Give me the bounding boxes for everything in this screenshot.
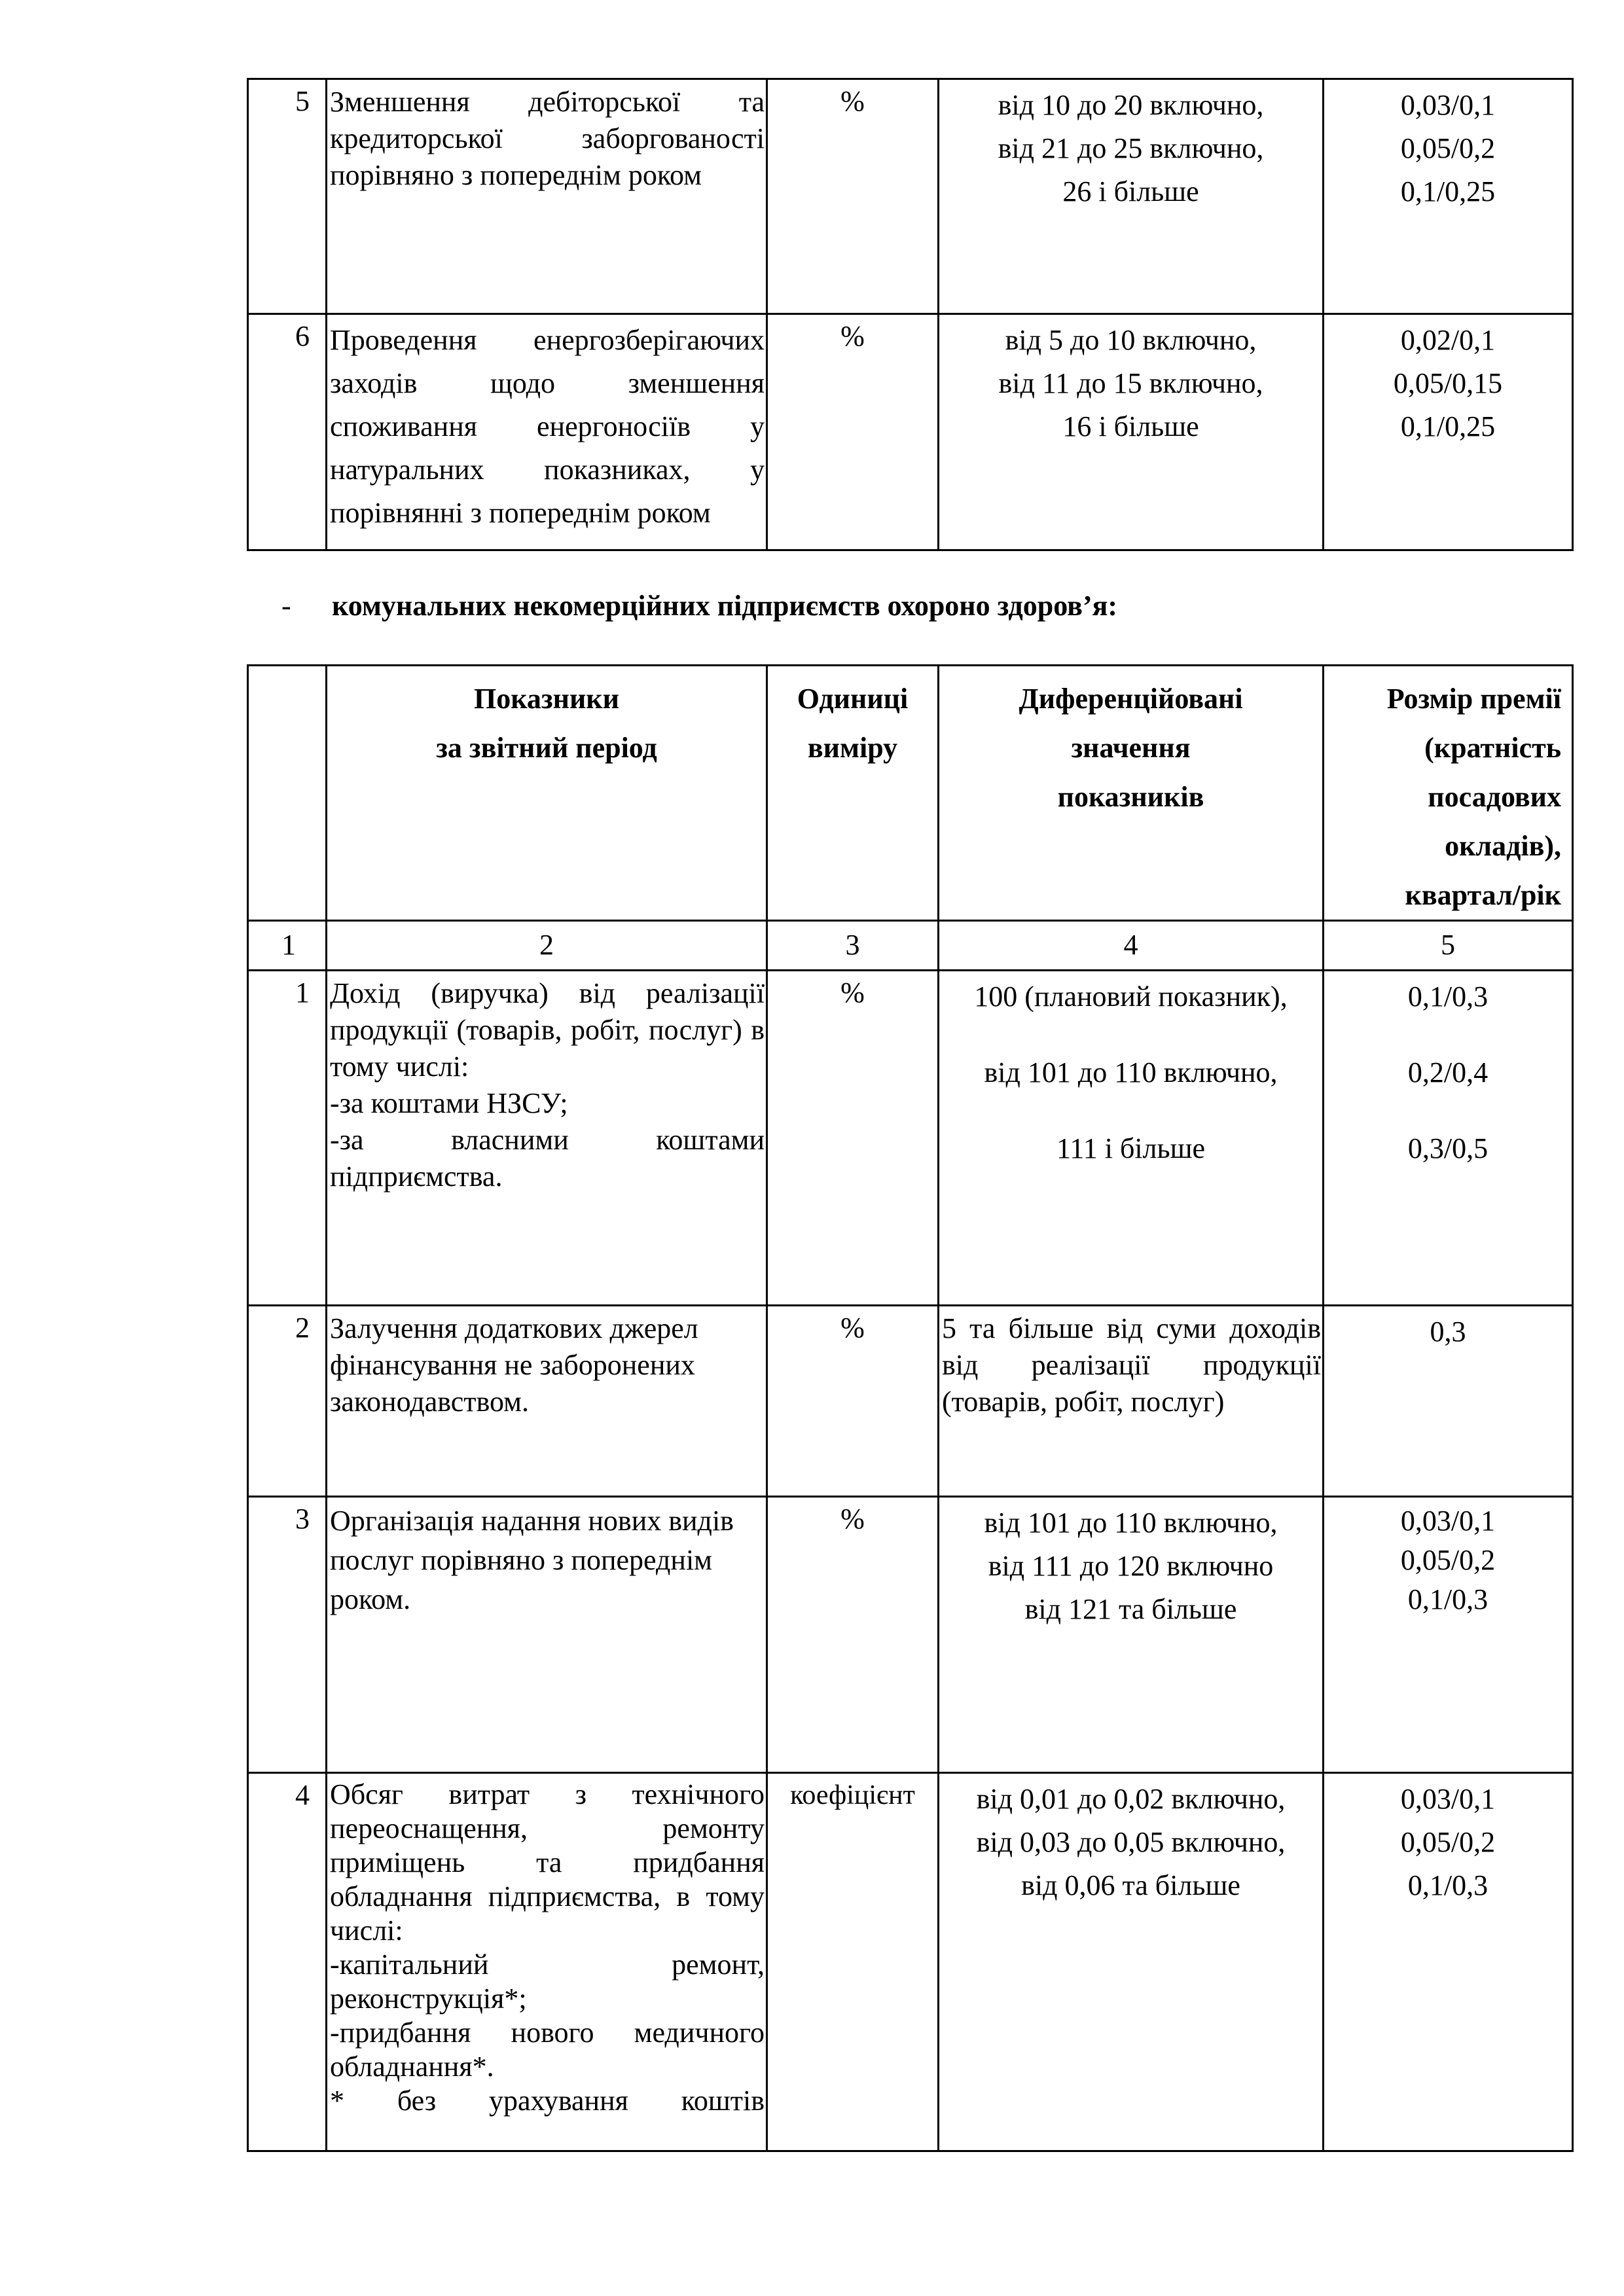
value-line: від 21 до 25 включно, xyxy=(998,132,1264,164)
values-cell xyxy=(939,971,1324,1306)
premium-line: 0,03/0,1 xyxy=(1400,1783,1496,1815)
indicator-text: Дохід (виручка) від реалізації продукції (товарів, робіт, послуг) в тому числі: xyxy=(330,977,765,1083)
indicator-text: Залучення додаткових джерел фінансування не заборонених законодавством. xyxy=(327,1306,767,1497)
row-number: 1 xyxy=(248,971,327,1306)
unit-cell: % xyxy=(767,314,939,550)
value-line: від 101 до 110 включно, xyxy=(984,1507,1278,1539)
indicator-text: Обсяг витрат з технічного переоснащення, ремонту приміщень та придбання обладнання підприємства, в тому числі: xyxy=(330,1778,765,1946)
premium-line: 0,05/0,15 xyxy=(1393,367,1503,399)
premium-line: 0,03/0,1 xyxy=(1400,1505,1496,1537)
unit-cell: % xyxy=(767,1306,939,1497)
premium-line: 0,1/0,25 xyxy=(1400,410,1496,442)
column-number: 2 xyxy=(327,921,767,971)
values-cell xyxy=(939,79,1324,314)
row-number: 6 xyxy=(248,314,327,550)
header-text: Розмір премії xyxy=(1386,683,1561,715)
indicator-cell xyxy=(327,971,767,1306)
column-number: 3 xyxy=(767,921,939,971)
value-line: від 11 до 15 включно, xyxy=(998,367,1263,399)
header-text: Показники xyxy=(474,683,619,715)
indicator-sub-item: -за коштами НЗСУ; xyxy=(330,1087,568,1119)
unit-cell: коефіцієнт xyxy=(767,1773,939,2151)
table-header-row xyxy=(248,666,1573,921)
indicator-text: Організація надання нових видів послуг порівняно з попереднім роком. xyxy=(327,1497,767,1773)
header-text: квартал/рік xyxy=(1405,879,1561,911)
header-text: показників xyxy=(1057,781,1204,813)
table-row xyxy=(248,314,1573,550)
value-line: 26 і більше xyxy=(1062,175,1199,207)
row-number: 3 xyxy=(248,1497,327,1773)
values-cell xyxy=(939,314,1324,550)
premium-line: 0,3 xyxy=(1430,1316,1466,1348)
value-line: 111 і більше xyxy=(1056,1132,1205,1164)
header-text: (кратність xyxy=(1424,732,1561,764)
row-number: 5 xyxy=(248,79,327,314)
unit-cell: % xyxy=(767,971,939,1306)
value-line: від 101 до 110 включно, xyxy=(984,1056,1278,1088)
unit-cell: % xyxy=(767,79,939,314)
header-col-premium xyxy=(1324,666,1573,921)
row-number: 4 xyxy=(248,1773,327,2151)
header-text: Одиниці xyxy=(797,683,909,715)
table-row xyxy=(248,1773,1573,2151)
value-line: 100 (плановий показник), xyxy=(974,980,1288,1013)
value-line: від 111 до 120 включно xyxy=(988,1550,1274,1582)
value-line: від 0,06 та більше xyxy=(1021,1869,1240,1901)
premium-line: 0,1/0,25 xyxy=(1400,175,1496,207)
values-text: 5 та більше від суми доходів від реалізації продукції (товарів, робіт, послуг) xyxy=(939,1306,1324,1497)
premium-cell xyxy=(1324,1306,1573,1497)
header-text: посадових xyxy=(1428,781,1561,813)
values-cell xyxy=(939,1773,1324,2151)
indicator-cell xyxy=(327,1773,767,2151)
header-col-values xyxy=(939,666,1324,921)
premium-cell xyxy=(1324,1497,1573,1773)
value-line: від 10 до 20 включно, xyxy=(998,89,1264,121)
column-number: 5 xyxy=(1324,921,1573,971)
premium-line: 0,02/0,1 xyxy=(1400,324,1496,356)
value-line: 16 і більше xyxy=(1062,410,1199,442)
premium-line: 0,05/0,2 xyxy=(1400,1544,1496,1576)
header-text: значення xyxy=(1071,732,1191,764)
table-row xyxy=(248,79,1573,314)
premium-line: 0,05/0,2 xyxy=(1400,132,1496,164)
header-col-units xyxy=(767,666,939,921)
indicator-sub-item: -за власними коштами підприємства. xyxy=(330,1124,765,1193)
table-row xyxy=(248,971,1573,1306)
header-text: Диференційовані xyxy=(1019,683,1243,715)
indicator-text: Проведення енергозберігаючих заходів щодо зменшення споживання енергоносіїв у натуральних показниках, у порівнянні з попереднім роком xyxy=(327,314,767,550)
header-col-1 xyxy=(248,666,327,921)
premium-cell xyxy=(1324,314,1573,550)
premium-line: 0,1/0,3 xyxy=(1407,980,1489,1013)
indicator-sub-item: -придбання нового медичного обладнання*. xyxy=(330,2017,765,2083)
header-col-indicators xyxy=(327,666,767,921)
section-heading-text: комунальних некомерційних підприємств охороно здоров’я: xyxy=(332,590,1118,622)
premium-line: 0,1/0,3 xyxy=(1407,1869,1489,1901)
values-cell xyxy=(939,1497,1324,1773)
premium-line: 0,05/0,2 xyxy=(1400,1826,1496,1858)
premium-line: 0,2/0,4 xyxy=(1407,1056,1489,1088)
value-line: від 0,01 до 0,02 включно, xyxy=(976,1783,1286,1815)
indicator-sub-item: -капітальний ремонт, реконструкція*; xyxy=(330,1948,765,2015)
value-line: від 0,03 до 0,05 включно, xyxy=(976,1826,1286,1858)
value-line: від 121 та більше xyxy=(1024,1593,1237,1625)
section-heading xyxy=(281,589,1117,622)
column-number: 4 xyxy=(939,921,1324,971)
healthcare-indicators-table xyxy=(247,664,1574,2152)
value-line: від 5 до 10 включно, xyxy=(1005,324,1257,356)
bullet-dash: - xyxy=(281,590,291,622)
unit-cell: % xyxy=(767,1497,939,1773)
column-number: 1 xyxy=(248,921,327,971)
table-row xyxy=(248,1497,1573,1773)
indicator-text: Зменшення дебіторської та кредиторської заборгованості порівняно з попереднім роком xyxy=(327,79,767,314)
header-text: окладів), xyxy=(1445,830,1561,862)
header-text: виміру xyxy=(807,732,898,764)
table-row xyxy=(248,1306,1573,1497)
premium-line: 0,3/0,5 xyxy=(1407,1132,1489,1164)
indicators-table-continued xyxy=(247,78,1574,551)
premium-cell xyxy=(1324,971,1573,1306)
header-text: за звітний період xyxy=(436,732,657,764)
premium-line: 0,03/0,1 xyxy=(1400,89,1496,121)
column-numbers-row xyxy=(248,921,1573,971)
premium-cell xyxy=(1324,1773,1573,2151)
premium-cell xyxy=(1324,79,1573,314)
footnote-text: * без урахування коштів xyxy=(330,2085,765,2117)
row-number: 2 xyxy=(248,1306,327,1497)
premium-line: 0,1/0,3 xyxy=(1407,1583,1489,1615)
